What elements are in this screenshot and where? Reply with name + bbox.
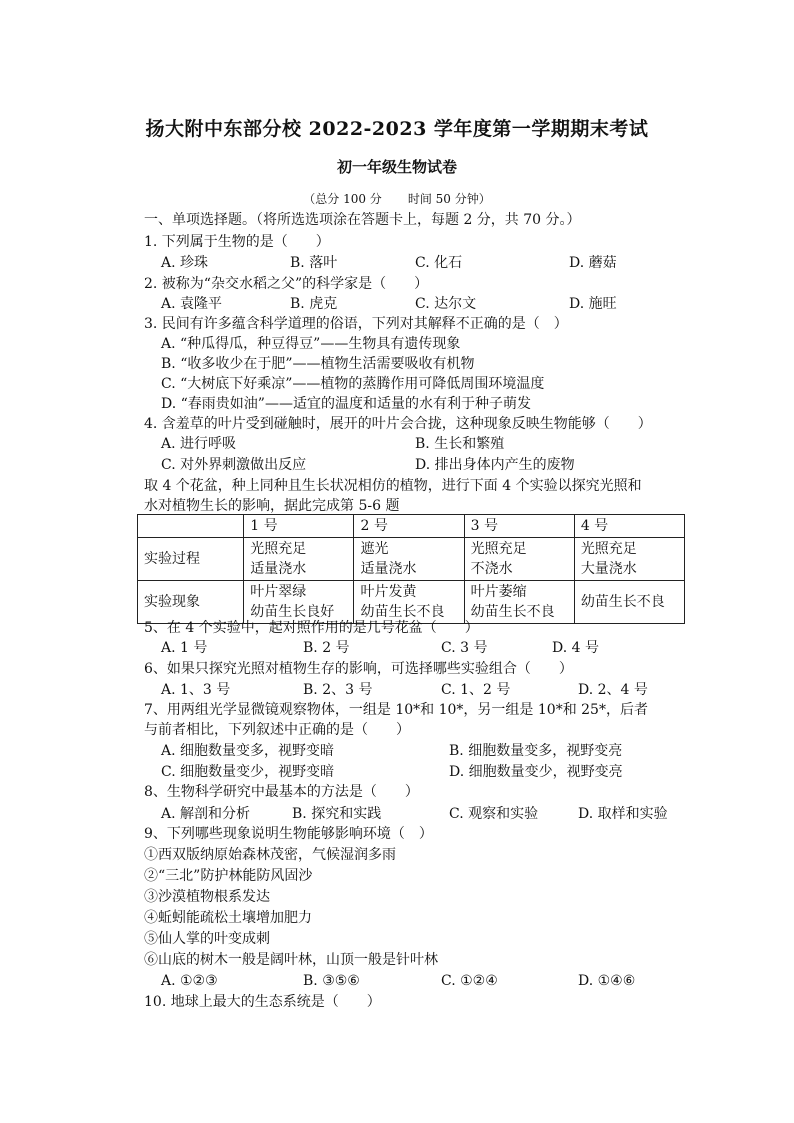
cell-line: 叶片翠绿 xyxy=(250,584,307,600)
cell-line: 不浇水 xyxy=(470,561,513,577)
table-header-row xyxy=(138,515,685,538)
table-header-cell: 4 号 xyxy=(574,515,684,538)
cell-line: 光照充足 xyxy=(580,541,637,557)
question-4-stem: 4. 含羞草的叶片受到碰触时，展开的叶片会合拢，这种现象反映生物能够（ ） xyxy=(144,416,652,432)
cell-line: 幼苗生长不良 xyxy=(580,594,665,610)
question-8-stem: 8、生物科学研究中最基本的方法是（ ） xyxy=(144,784,419,800)
q9-statement-5: ⑤仙人掌的叶变成刺 xyxy=(144,931,270,947)
q2-option-c: C. 达尔文 xyxy=(415,296,477,312)
q4-option-d: D. 排出身体内产生的废物 xyxy=(415,457,575,473)
cell-line: 光照充足 xyxy=(470,541,527,557)
q6-option-b: B. 2、3 号 xyxy=(303,682,373,698)
total-score: （总分 100 分 xyxy=(303,192,382,206)
q3-option-d: D. “春雨贵如油”——适宜的温度和适量的水有利于种子萌发 xyxy=(161,396,531,412)
exam-info xyxy=(0,190,794,207)
table-cell xyxy=(464,581,574,624)
q4-option-c: C. 对外界刺激做出反应 xyxy=(161,457,307,473)
q3-option-b: B. “收多收少在于肥”——植物生活需要吸收有机物 xyxy=(161,356,475,372)
q6-option-a: A. 1、3 号 xyxy=(161,682,231,698)
cell-line: 光照充足 xyxy=(250,541,307,557)
table-cell xyxy=(574,538,684,581)
exam-title: 扬大附中东部分校 2022-2023 学年度第一学期期末考试 xyxy=(145,118,649,140)
cell-line: 适量浇水 xyxy=(360,561,417,577)
table-cell xyxy=(574,581,684,624)
cell-line: 叶片发黄 xyxy=(360,584,417,600)
q6-option-c: C. 1、2 号 xyxy=(441,682,511,698)
time-limit: 时间 50 分钟） xyxy=(407,192,491,206)
cell-line: 遮光 xyxy=(360,541,389,557)
intro-5-6-line-1: 取 4 个花盆，种上同种且生长状况相仿的植物，进行下面 4 个实验以探究光照和 xyxy=(144,478,642,494)
q9-option-c: C. ①②④ xyxy=(441,973,498,989)
q9-statement-4: ④蚯蚓能疏松土壤增加肥力 xyxy=(144,910,312,926)
q8-option-c: C. 观察和实验 xyxy=(449,806,539,822)
cell-line: 叶片萎缩 xyxy=(470,584,527,600)
question-7-line-2: 与前者相比，下列叙述中正确的是（ ） xyxy=(144,722,410,738)
q4-option-b: B. 生长和繁殖 xyxy=(415,436,505,452)
q5-option-a: A. 1 号 xyxy=(161,640,208,656)
q7-option-a: A. 细胞数量变多，视野变暗 xyxy=(161,743,335,759)
row-label-result: 实验现象 xyxy=(138,581,244,624)
q7-option-c: C. 细胞数量变少，视野变暗 xyxy=(161,764,335,780)
q9-statement-3: ③沙漠植物根系发达 xyxy=(144,889,270,905)
q9-option-b: B. ③⑤⑥ xyxy=(303,973,360,989)
q3-option-a: A. “种瓜得瓜，种豆得豆”——生物具有遗传现象 xyxy=(161,336,461,352)
q2-option-a: A. 袁隆平 xyxy=(161,296,223,312)
cell-line: 大量浇水 xyxy=(580,561,637,577)
q9-statement-2: ②“三北”防护林能防风固沙 xyxy=(144,868,313,884)
table-cell xyxy=(354,538,464,581)
question-10-stem: 10. 地球上最大的生态系统是（ ） xyxy=(144,994,381,1010)
question-9-stem: 9、下列哪些现象说明生物能够影响环境（ ） xyxy=(144,826,433,842)
cell-line: 幼苗生长良好 xyxy=(250,604,335,620)
question-2-stem: 2. 被称为“杂交水稻之父”的科学家是（ ） xyxy=(144,276,429,292)
table-header-cell xyxy=(138,515,244,538)
table-header-cell: 2 号 xyxy=(354,515,464,538)
q5-option-d: D. 4 号 xyxy=(552,640,599,656)
table-row-process xyxy=(138,538,685,581)
cell-line: 幼苗生长不良 xyxy=(470,604,555,620)
section-heading: 一、单项选择题。（将所选选项涂在答题卡上，每题 2 分，共 70 分。） xyxy=(144,212,581,228)
q9-option-d: D. ①④⑥ xyxy=(578,973,636,989)
table-header-cell: 1 号 xyxy=(244,515,354,538)
question-7-line-1: 7、用两组光学显微镜观察物体，一组是 10*和 10*，另一组是 10*和 25*，后者 xyxy=(144,702,648,718)
q9-option-a: A. ①②③ xyxy=(161,973,218,989)
cell-line: 适量浇水 xyxy=(250,561,307,577)
question-5-stem: 5、在 4 个实验中，起对照作用的是几号花盆（ ） xyxy=(144,620,479,636)
question-1-stem: 1. 下列属于生物的是（ ） xyxy=(144,234,330,250)
table-cell xyxy=(244,538,354,581)
q8-option-a: A. 解剖和分析 xyxy=(161,806,251,822)
q9-statement-1: ①西双版纳原始森林茂密，气候湿润多雨 xyxy=(144,847,396,863)
row-label-process: 实验过程 xyxy=(138,538,244,581)
table-cell xyxy=(464,538,574,581)
question-6-stem: 6、如果只探究光照对植物生存的影响，可选择哪些实验组合（ ） xyxy=(144,661,573,677)
q7-option-b: B. 细胞数量变多，视野变亮 xyxy=(449,743,623,759)
q3-option-c: C. “大树底下好乘凉”——植物的蒸腾作用可降低周围环境温度 xyxy=(161,376,545,392)
exam-subtitle: 初一年级生物试卷 xyxy=(336,158,457,176)
table-header-cell: 3 号 xyxy=(464,515,574,538)
q4-option-a: A. 进行呼吸 xyxy=(161,436,237,452)
q1-option-a: A. 珍珠 xyxy=(161,255,209,271)
question-3-stem: 3. 民间有许多蕴含科学道理的俗语，下列对其解释不正确的是（ ） xyxy=(144,316,568,332)
q8-option-b: B. 探究和实践 xyxy=(292,806,382,822)
q5-option-c: C. 3 号 xyxy=(441,640,488,656)
q1-option-c: C. 化石 xyxy=(415,255,463,271)
q2-option-b: B. 虎克 xyxy=(290,296,338,312)
q2-option-d: D. 施旺 xyxy=(569,296,617,312)
q7-option-d: D. 细胞数量变少，视野变亮 xyxy=(449,764,623,780)
q9-statement-6: ⑥山底的树木一般是阔叶林，山顶一般是针叶林 xyxy=(144,952,438,968)
q6-option-d: D. 2、4 号 xyxy=(578,682,648,698)
experiment-table xyxy=(137,514,685,624)
q8-option-d: D. 取样和实验 xyxy=(578,806,668,822)
cell-line: 幼苗生长不良 xyxy=(360,604,445,620)
q5-option-b: B. 2 号 xyxy=(303,640,350,656)
q1-option-d: D. 蘑菇 xyxy=(569,255,617,271)
intro-5-6-line-2: 水对植物生长的影响，据此完成第 5-6 题 xyxy=(144,498,400,514)
q1-option-b: B. 落叶 xyxy=(290,255,338,271)
